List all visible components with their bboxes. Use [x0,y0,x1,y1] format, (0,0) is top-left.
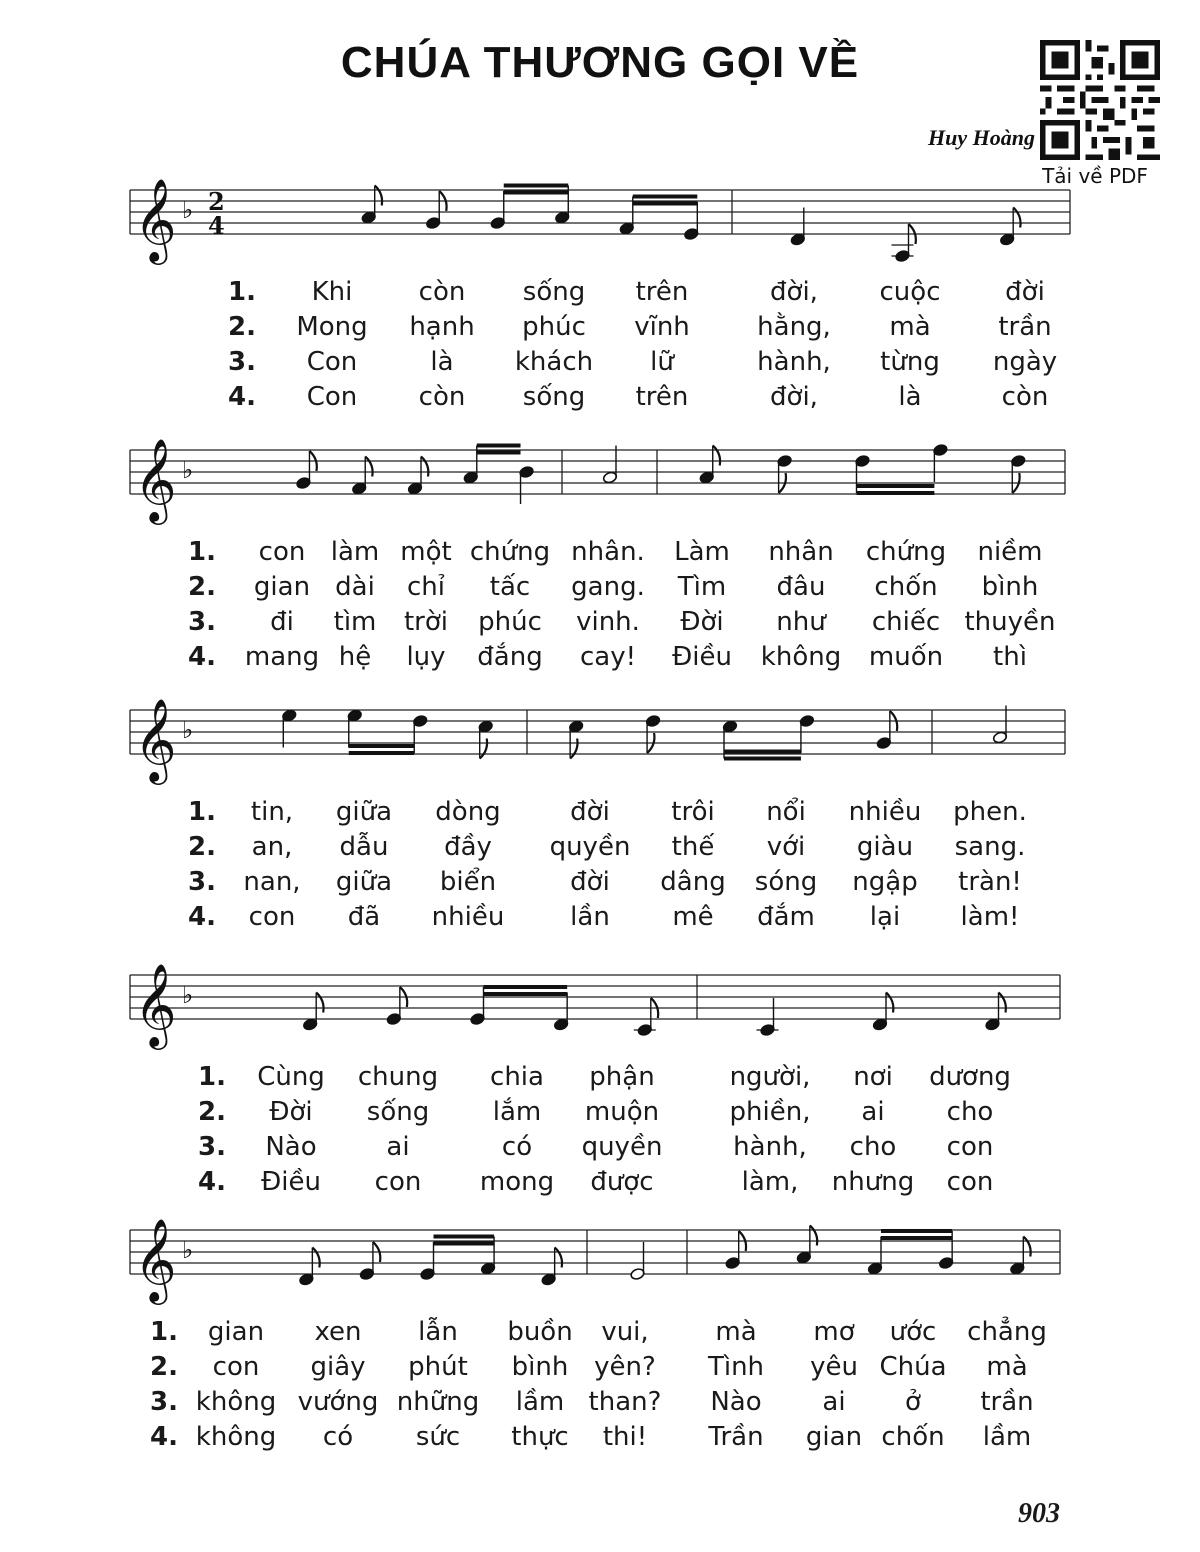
lyric-syllable: yêu [810,1352,858,1382]
verse-number: 4. [188,642,216,672]
lyric-syllable: là [430,347,454,377]
lyric-syllable: những [396,1387,480,1417]
note [645,714,660,753]
lyric-line [120,1167,1080,1202]
lyric-syllable: tấc [489,572,531,602]
lyric-syllable: Tìm [677,572,727,602]
verse-number: 3. [188,607,216,637]
note [352,457,373,496]
lyric-syllable: sống [522,382,586,412]
note [619,197,634,236]
verse-number: 4. [188,902,216,932]
lyric-syllable: thì [993,642,1027,672]
music-staff-2 [120,420,1080,540]
lyric-syllable: con [248,902,296,932]
lyric-syllable: tràn! [958,867,1022,897]
lyric-syllable: quyền [549,832,631,862]
lyric-syllable: lụy [406,642,446,672]
lyric-syllable: giàu [856,832,914,862]
lyric-syllable: không [195,1422,277,1452]
verse-number: 3. [198,1132,226,1162]
lyric-syllable: Khi [311,277,353,307]
lyric-syllable: mà [715,1317,757,1347]
lyric-line [120,1062,1080,1097]
lyric-syllable: biển [439,867,497,897]
lyric-syllable: còn [1001,382,1049,412]
note [303,993,324,1032]
lyric-syllable: nan, [243,867,301,897]
note [490,191,505,230]
lyric-syllable: chiếc [871,607,941,637]
lyric-syllable: chẳng [967,1317,1047,1347]
lyric-syllable: Chúa [879,1352,947,1382]
note [872,993,893,1032]
lyric-syllable: không [195,1387,277,1417]
note [347,709,362,748]
note [386,987,407,1026]
note [892,224,916,263]
lyric-syllable: làm! [960,902,1020,932]
lyric-syllable: phiền, [729,1097,811,1127]
verse-number: 1. [188,797,216,827]
flat-icon: ♭ [182,1236,194,1264]
flat-icon: ♭ [182,981,194,1009]
note [568,720,583,759]
lyric-syllable: lầm [515,1387,565,1417]
lyric-line [120,572,1080,607]
flat-icon: ♭ [182,456,194,484]
lyric-syllable: tìm [333,607,377,637]
lyric-syllable: đời [1005,277,1045,307]
verse-number: 2. [198,1097,226,1127]
note [407,457,428,496]
lyric-syllable: một [400,537,452,567]
lyric-syllable: chốn [881,1422,945,1452]
verse-number: 2. [188,572,216,602]
lyric-line [120,902,1080,937]
lyric-syllable: mê [672,902,714,932]
lyric-syllable: nhân. [571,537,645,567]
lyric-syllable: thực [511,1422,569,1452]
lyric-syllable: mong [479,1167,555,1197]
lyric-syllable: trần [998,312,1052,342]
lyric-line [120,347,1080,382]
lyric-syllable: là [898,382,922,412]
note [299,1248,320,1287]
lyric-syllable: thi! [602,1422,648,1452]
lyric-syllable: giữa [335,867,393,897]
qr-code-icon[interactable] [1040,40,1160,160]
lyric-syllable: nơi [853,1062,893,1092]
verse-number: 1. [188,537,216,567]
lyric-syllable: đầy [444,832,492,862]
lyric-syllable: chốn [874,572,938,602]
lyric-syllable: trời [403,607,449,637]
note [933,443,948,482]
lyric-syllable: dòng [435,797,501,827]
lyric-syllable: ai [822,1387,846,1417]
lyric-syllable: niềm [977,537,1043,567]
lyric-syllable: làm [330,537,380,567]
verse-number: 4. [228,382,256,412]
lyric-syllable: nhưng [831,1167,915,1197]
lyric-syllable: bình [981,572,1039,602]
music-staff-1 [120,160,1080,280]
verse-number: 2. [188,832,216,862]
verse-number: 3. [228,347,256,377]
note [541,1248,562,1287]
verse-number: 1. [198,1062,226,1092]
lyric-syllable: vướng [297,1387,379,1417]
lyric-syllable: lần [570,902,610,932]
lyric-line [120,1422,1080,1457]
lyric-syllable: an, [251,832,293,862]
lyric-syllable: sức [415,1422,461,1452]
song-title: CHÚA THƯƠNG GỌI VỀ [340,38,860,87]
lyric-syllable: than? [588,1387,662,1417]
lyric-line [120,642,1080,677]
note [478,720,493,759]
note [725,1231,746,1270]
lyric-syllable: mang [244,642,320,672]
time-signature-bottom: 4 [208,211,225,240]
lyric-syllable: gian [805,1422,863,1452]
note [470,987,485,1026]
lyric-line [120,382,1080,417]
music-system-4 [120,945,1080,1205]
lyric-line [120,312,1080,347]
lyric-syllable: người, [729,1062,811,1092]
note [296,451,317,490]
lyric-syllable: phận [589,1062,655,1092]
lyric-syllable: phen. [953,797,1027,827]
composer-name: Huy Hoàng [928,125,1035,150]
note [282,709,297,748]
note [413,714,428,753]
lyric-syllable: đi [270,607,294,637]
lyric-syllable: phúc [522,312,586,342]
flat-icon: ♭ [182,716,194,744]
lyric-syllable: muộn [584,1097,660,1127]
lyric-syllable: từng [880,347,940,377]
lyric-syllable: hành, [733,1132,807,1162]
lyric-syllable: còn [418,277,466,307]
lyric-syllable: sang. [954,832,1026,862]
lyric-syllable: con [258,537,306,567]
lyric-syllable: cho [849,1132,897,1162]
lyric-syllable: ước [889,1317,937,1347]
lyric-syllable: đâu [776,572,826,602]
lyric-syllable: Con [306,347,358,377]
lyric-syllable: tin, [250,797,294,827]
lyric-syllable: nhiều [431,902,505,932]
note [777,454,792,493]
lyric-syllable: con [946,1132,994,1162]
download-pdf-link[interactable]: Tải về PDF [1042,164,1148,188]
note [992,706,1007,745]
verse-number: 4. [198,1167,226,1197]
lyric-syllable: gian [253,572,311,602]
lyric-syllable: trên [635,277,689,307]
lyric-syllable: như [776,607,826,637]
lyric-syllable: Điều [672,642,732,672]
lyric-syllable: ai [861,1097,885,1127]
note [790,208,805,247]
note [361,186,382,225]
verse-number: 3. [188,867,216,897]
lyric-syllable: Cùng [257,1062,325,1092]
lyric-line [120,1317,1080,1352]
lyric-syllable: trôi [671,797,715,827]
lyric-syllable: lại [869,902,901,932]
lyric-syllable: Nào [710,1387,762,1417]
note [799,714,814,753]
lyric-syllable: ai [386,1132,410,1162]
lyric-syllable: con [212,1352,260,1382]
lyric-syllable: Đời [680,607,724,637]
lyric-syllable: Tình [707,1352,765,1382]
lyric-syllable: buồn [507,1317,573,1347]
verse-number: 2. [150,1352,178,1382]
lyric-syllable: Làm [674,537,730,567]
lyric-syllable: ngập [852,867,918,897]
lyric-line [120,1097,1080,1132]
note [1010,1237,1031,1276]
lyric-syllable: hành, [757,347,831,377]
lyric-line [120,867,1080,902]
lyric-syllable: cuộc [879,277,941,307]
lyric-syllable: khách [514,347,594,377]
note [463,446,478,485]
lyric-syllable: cho [946,1097,994,1127]
lyric-line [120,537,1080,572]
lyric-syllable: đời [570,867,610,897]
lyric-syllable: hạnh [409,312,475,342]
note [553,993,568,1032]
note [796,1226,817,1265]
lyric-syllable: chung [357,1062,439,1092]
lyric-syllable: thuyền [964,607,1056,637]
lyric-syllable: chứng [469,537,551,567]
lyric-line [120,1387,1080,1422]
music-system-5 [120,1200,1080,1460]
lyric-syllable: lẫn [418,1317,458,1347]
lyric-syllable: muốn [868,642,944,672]
note [519,465,534,504]
lyric-syllable: con [946,1167,994,1197]
treble-clef-icon: 𝄞 [134,177,177,261]
lyric-syllable: con [374,1167,422,1197]
lyric-syllable: cay! [579,642,637,672]
lyric-syllable: yên? [594,1352,656,1382]
lyric-syllable: chia [490,1062,544,1092]
lyric-syllable: còn [418,382,466,412]
verse-number: 1. [228,277,256,307]
lyric-syllable: vui, [601,1317,649,1347]
lyric-line [120,832,1080,867]
treble-clef-icon: 𝄞 [134,1217,177,1301]
note [426,191,447,230]
lyric-syllable: lầm [982,1422,1032,1452]
lyric-syllable: sống [366,1097,430,1127]
lyric-syllable: với [766,832,806,862]
lyric-syllable: chứng [865,537,947,567]
note [1000,208,1021,247]
treble-clef-icon: 𝄞 [134,962,177,1046]
lyric-syllable: gian [207,1317,265,1347]
lyric-syllable: hằng, [757,312,831,342]
note [867,1237,882,1276]
lyric-line [120,607,1080,642]
music-system-1 [120,160,1080,420]
music-system-2 [120,420,1080,680]
flat-icon: ♭ [182,196,194,224]
lyric-syllable: đắm [757,902,815,932]
note [985,993,1006,1032]
lyric-syllable: bình [511,1352,569,1382]
note [699,446,720,485]
note [359,1242,380,1281]
lyric-line [120,277,1080,312]
lyric-syllable: chỉ [407,572,445,602]
note [684,202,699,241]
lyric-syllable: nhân [768,537,834,567]
lyric-syllable: quyền [581,1132,663,1162]
note [420,1242,435,1281]
lyric-syllable: phút [408,1352,468,1382]
note [757,998,779,1037]
lyric-syllable: dẫu [339,832,389,862]
page-number: 903 [1018,1498,1060,1529]
lyric-syllable: sóng [754,867,818,897]
note [634,998,658,1037]
lyric-syllable: thế [671,832,715,862]
lyric-syllable: đắng [477,642,543,672]
lyric-line [120,1352,1080,1387]
lyric-syllable: giữa [335,797,393,827]
lyric-syllable: đã [347,902,381,932]
lyric-syllable: không [760,642,842,672]
verse-number: 3. [150,1387,178,1417]
lyric-syllable: Đời [269,1097,313,1127]
lyric-syllable: có [322,1422,354,1452]
lyric-syllable: đời, [770,382,818,412]
lyric-syllable: lắm [492,1097,542,1127]
music-staff-4 [120,945,1080,1065]
lyric-syllable: Mong [296,312,368,342]
lyric-syllable: xen [314,1317,362,1347]
lyric-syllable: ở [905,1387,921,1417]
lyric-syllable: dài [335,572,375,602]
verse-number: 1. [150,1317,178,1347]
verse-number: 2. [228,312,256,342]
lyric-syllable: Nào [265,1132,317,1162]
lyric-syllable: nhiều [848,797,922,827]
music-staff-3 [120,680,1080,800]
lyric-syllable: làm, [741,1167,799,1197]
lyric-syllable: trần [980,1387,1034,1417]
lyric-syllable: mà [889,312,931,342]
lyric-syllable: ngày [992,347,1058,377]
lyric-syllable: Điều [261,1167,321,1197]
lyric-syllable: phúc [478,607,542,637]
lyric-syllable: được [590,1167,654,1197]
lyric-syllable: gang. [571,572,645,602]
lyric-syllable: đời, [770,277,818,307]
lyric-syllable: có [501,1132,533,1162]
lyric-syllable: vinh. [576,607,640,637]
lyric-syllable: trên [635,382,689,412]
lyric-syllable: Trần [708,1422,764,1452]
time-signature-top: 2 [208,187,225,216]
lyric-syllable: vĩnh [634,312,690,342]
lyric-syllable: đời [570,797,610,827]
music-system-3 [120,680,1080,940]
note [876,711,897,750]
lyric-line [120,797,1080,832]
note [602,446,617,485]
lyric-syllable: mơ [813,1317,855,1347]
lyric-syllable: mà [986,1352,1028,1382]
lyric-syllable: lữ [650,347,674,377]
treble-clef-icon: 𝄞 [134,437,177,521]
note [630,1242,645,1281]
lyric-syllable: dương [929,1062,1011,1092]
lyric-syllable: Con [306,382,358,412]
lyric-syllable: hệ [338,642,372,672]
lyric-line [120,1132,1080,1167]
lyric-syllable: dâng [660,867,726,897]
music-staff-5 [120,1200,1080,1320]
lyric-syllable: giây [310,1352,366,1382]
verse-number: 4. [150,1422,178,1452]
lyric-syllable: sống [522,277,586,307]
lyric-syllable: nổi [766,797,806,827]
treble-clef-icon: 𝄞 [134,697,177,781]
note [1011,454,1026,493]
